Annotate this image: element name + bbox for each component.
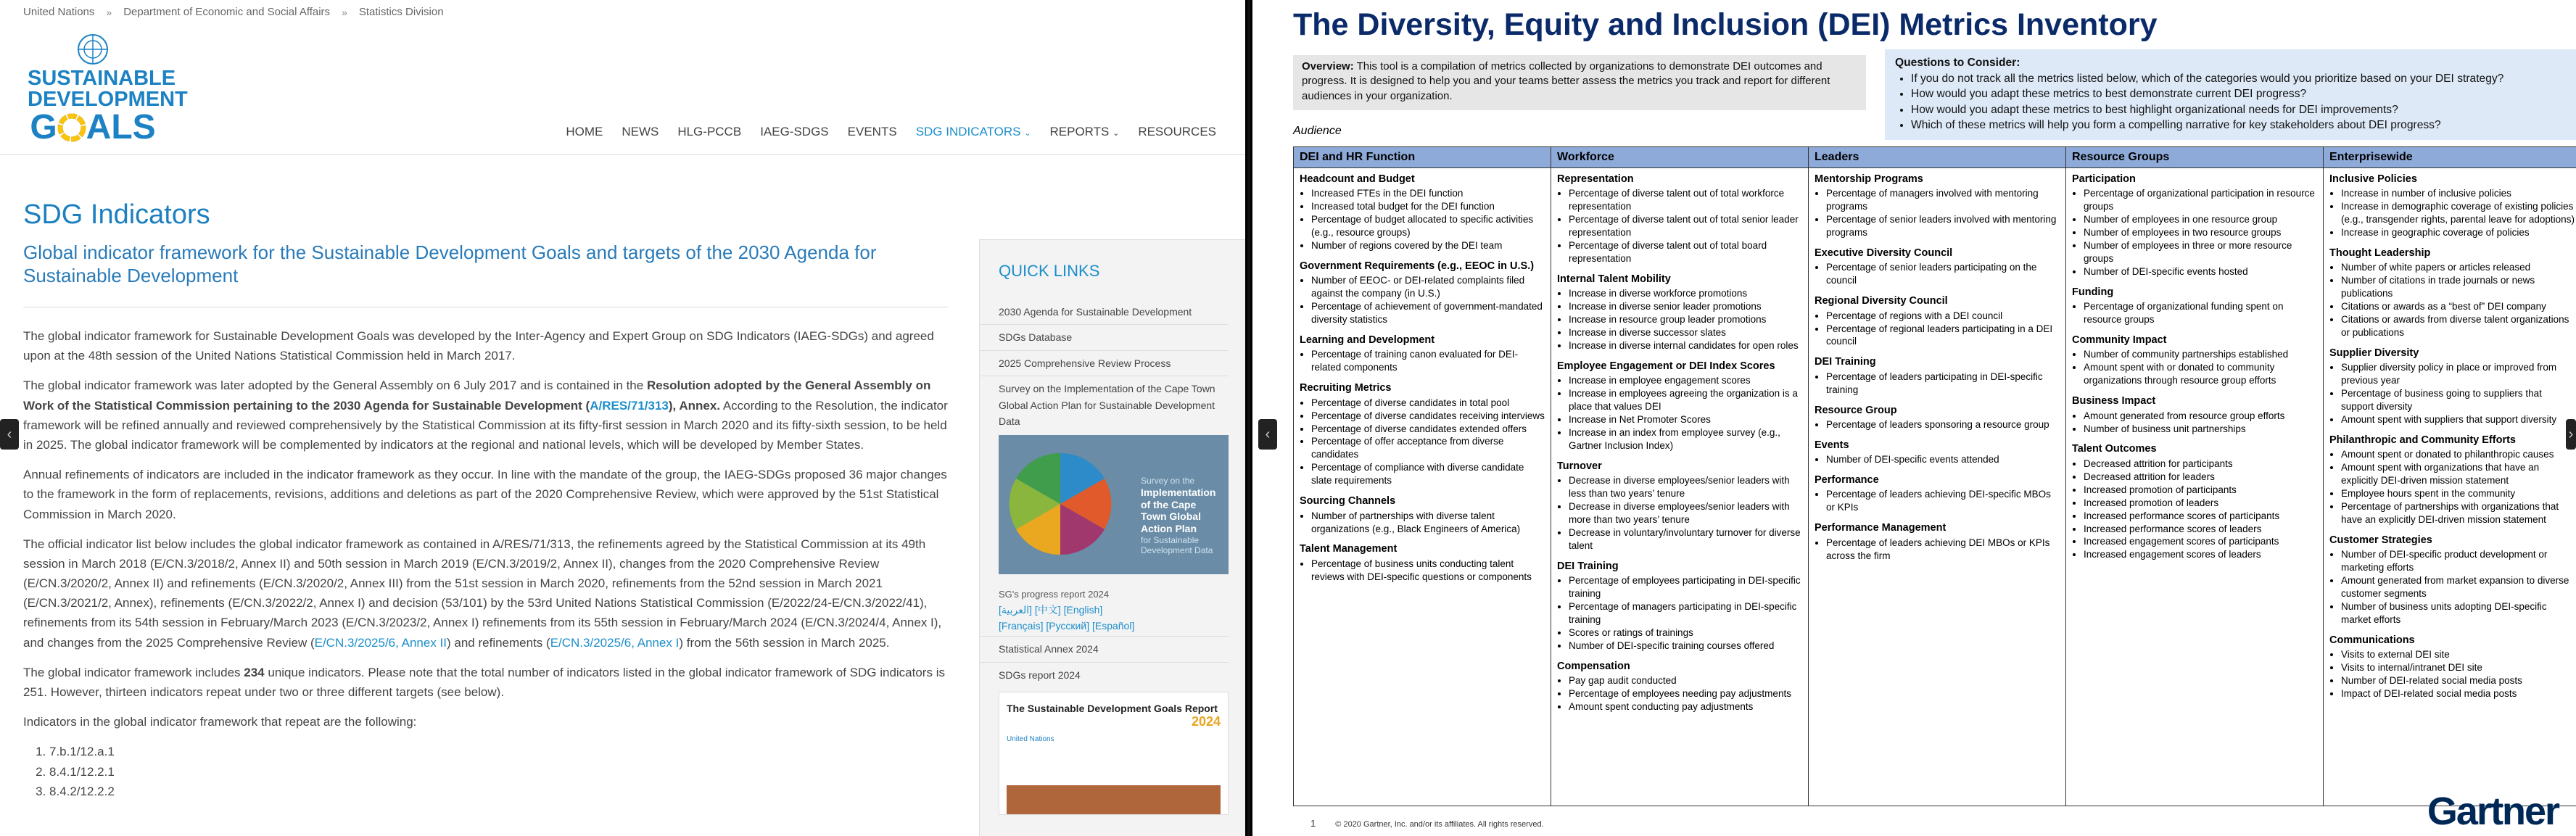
metric-section (1557, 460, 1802, 552)
metric-item: • Increase in diverse internal candidates for open roles (1569, 339, 1802, 352)
metric-item: • Employee hours spent in the community (2341, 487, 2575, 500)
metric-item: • Percentage of diverse talent out of total workforce representation (1569, 187, 1802, 213)
list-item: 2. 8.4.1/12.2.1 (49, 762, 948, 782)
nav-home[interactable]: HOME (566, 125, 603, 138)
metric-item: • Decreased attrition for leaders (2084, 471, 2317, 484)
paragraph: The global indicator framework includes 234 unique indicators. Please note that the total number of indicators listed in the global indicator framework of SDG indicators is 251. However, thirteen indicators repeat under two or three different targets (see below). (23, 665, 945, 699)
un-sdg-webpage (0, 0, 1247, 836)
metric-section (1557, 273, 1802, 352)
metric-section-heading: Turnover (1557, 460, 1602, 473)
metric-section (1815, 439, 2060, 466)
page-subtitle: Global indicator framework for the Sustainable Development Goals and targets of the 2030 Agenda for Sustainable Development (23, 241, 877, 286)
breadcrumb-item[interactable]: United Nations (23, 6, 95, 18)
metric-item: • Increase in resource group leader promotions (1569, 313, 1802, 326)
metric-item: • Supplier diversity policy in place or improved from previous year (2341, 361, 2575, 387)
metric-item: • Percentage of regions with a DEI council (1826, 310, 2060, 323)
document-title: The Diversity, Equity and Inclusion (DEI) Metrics Inventory (1293, 7, 2158, 42)
quick-link[interactable]: SDGs Database (980, 325, 1229, 350)
metric-section (2072, 442, 2317, 561)
nav-news[interactable]: NEWS (622, 125, 659, 138)
language-links[interactable]: [العربية] [中文] [English] (999, 604, 1103, 616)
metric-item: • Percentage of diverse candidates in total pool (1311, 397, 1545, 410)
metric-section (1300, 494, 1545, 535)
logo-line: SUSTAINABLE (28, 67, 176, 90)
arrow-right-icon[interactable]: › (2566, 419, 2576, 450)
metric-section-heading: Representation (1557, 173, 1634, 185)
double-chevron-icon: » (342, 6, 347, 18)
un-emblem-icon (71, 32, 115, 67)
question-item: • How would you adapt these metrics to best demonstrate current DEI progress? (1911, 86, 2571, 102)
metric-section (1815, 355, 2060, 396)
resolution-link[interactable]: A/RES/71/313 (590, 398, 669, 413)
metric-item: • Pay gap audit conducted (1569, 674, 1802, 687)
metric-section-heading: DEI Training (1557, 560, 1619, 573)
metric-item: • Decrease in diverse employees/senior leaders with more than two years’ tenure (1569, 500, 1802, 526)
metric-item: • Increase in an index from employee survey (e.g., Gartner Inclusion Index) (1569, 426, 1802, 452)
metric-item: • Increase in employee engagement scores (1569, 374, 1802, 387)
logo-goals: G ALS (30, 108, 156, 146)
metric-item: • Number of employees in one resource group (2084, 213, 2317, 226)
metric-item: • Number of DEI-specific training courses offered (1569, 640, 1802, 653)
metric-item: • Citations or awards from diverse talent organizations or publications (2341, 313, 2575, 339)
annex-i-link[interactable]: E/CN.3/2025/6, Annex I (550, 635, 680, 650)
metric-item: • Citations or awards as a “best of” DEI company (2341, 300, 2575, 313)
metric-item: • Number of DEI-specific events hosted (2084, 265, 2317, 278)
metric-item: • Number of business unit partnerships (2084, 423, 2317, 436)
metric-section-heading: Internal Talent Mobility (1557, 273, 1671, 285)
paragraph: The official indicator list below includes the global indicator framework as contained in A/RES/71/313, the refinements agreed by the Statistical Commission at its 49th session in March 2018 (E/CN.3/2018/2, Annex II) and 50th session in March 2019 (E/CN.3/2019/2, Annex II), changes from the 2020 Comprehensive Review (E/CN.3/2020/2, Annex II) and refinements (E/CN.3/2020/2, Annex III) from the 51st session in March 2020, refinements from the 52nd session in March 2021 (E/CN.3/2021/2, Annex), refinements (E/CN.3/2022/2, Annex I) and decision (53/101) by the 53rd United Nations Statistical Commission (E/2022/24-E/CN.3/2022/41), refinements from its 54th session in February/March 2023 (E/CN.3/2023/2, Annex I) refinements from its 55th session in February/March 2024 (E/CN.3/2024/4, Annex I), and changes from the 2025 Comprehensive Review (E/CN.3/2025/6, Annex II) and refinements (E/CN.3/2025/6, Annex I) from the 56th session in March 2025. (23, 537, 942, 650)
metric-section (1300, 542, 1545, 583)
metric-section (2329, 173, 2575, 239)
paragraph: Annual refinements of indicators are included in the indicator framework as they occur. In line with the mandate of the group, the IAEG-SDGs proposed 36 major changes to the framework in the form of replacements, revisions, additions and deletions as part of the 2020 Comprehensive Review, which were approved by the 51st Statistical Commission in March 2020. (23, 468, 947, 521)
metric-section-heading: Learning and Development (1300, 334, 1435, 347)
metric-item: • Number of EEOC- or DEI-related complaints filed against the company (in U.S.) (1311, 274, 1545, 300)
metric-item: • Percentage of achievement of government-mandated diversity statistics (1311, 300, 1545, 326)
metric-section-heading: Philanthropic and Community Efforts (2329, 434, 2516, 447)
annex-ii-link[interactable]: E/CN.3/2025/6, Annex II (314, 635, 447, 650)
metric-item: • Percentage of training canon evaluated for DEI-related components (1311, 348, 1545, 374)
metric-section (1557, 173, 1802, 265)
metric-section (2329, 347, 2575, 426)
breadcrumb-item[interactable]: Statistics Division (358, 6, 444, 18)
main-nav (566, 125, 1216, 139)
logo-line: DEVELOPMENT (28, 88, 188, 111)
un-logo-text: United Nations (1007, 735, 1054, 744)
metric-item: • Amount spent or donated to philanthropic causes (2341, 448, 2575, 461)
breadcrumb-item[interactable]: Department of Economic and Social Affairs (123, 6, 331, 18)
metric-item: • Amount generated from market expansion to diverse customer segments (2341, 574, 2575, 600)
copyright: © 2020 Gartner, Inc. and/or its affiliates. All rights reserved. (1335, 820, 1544, 829)
list-item: 3. 8.4.2/12.2.2 (49, 782, 948, 801)
paragraph: The global indicator framework for Sustainable Development Goals was developed by the Inter-Agency and Expert Group on SDG Indicators (IAEG-SDGs) and agreed upon at the 48th session of the United Nations Statistical Commission held in March 2017. (23, 329, 934, 363)
metric-item: • Increase in geographic coverage of policies (2341, 226, 2575, 239)
metric-item: • Amount generated from resource group efforts (2084, 410, 2317, 423)
metric-item: • Increased promotion of participants (2084, 484, 2317, 497)
metric-item: • Percentage of organizational funding spent on resource groups (2084, 300, 2317, 326)
nav-sdg-indicators[interactable]: SDG INDICATORS ⌄ (915, 125, 1031, 138)
paragraph: Indicators in the global indicator framework that repeat are the following: (23, 715, 417, 729)
metric-section (1557, 560, 1802, 653)
metric-item: • Number of DEI-specific events attended (1826, 453, 2060, 466)
metric-section-heading: Participation (2072, 173, 2136, 185)
metric-item: • Number of regions covered by the DEI team (1311, 239, 1545, 252)
metric-section-heading: DEI Training (1815, 356, 1876, 368)
metric-item: • Percentage of senior leaders involved with mentoring programs (1826, 213, 2060, 239)
metric-item: • Number of citations in trade journals or news publications (2341, 274, 2575, 300)
metric-item: • Increase in diverse senior leader promotions (1569, 300, 1802, 313)
metric-section (2329, 247, 2575, 339)
overview-box: Overview: This tool is a compilation of metrics collected by organizations to demonstrate DEI outcomes and progress. It is designed to help you and your teams better assess the metrics you track and report for different audiences in your organization. (1293, 55, 1866, 110)
metric-item: • Increase in demographic coverage of existing policies (e.g., transgender rights, parental leave for adoptions) (2341, 200, 2575, 226)
metric-item: • Decrease in voluntary/involuntary turnover for diverse talent (1569, 526, 1802, 552)
paragraph: The global indicator framework was later adopted by the General Assembly on 6 July 2017 and is contained in the Resolution adopted by the General Assembly on Work of the Statistical Commission pertaining to the 2030 Agenda for Sustainable Development (A/RES/71/313), Annex. According to the Resolution, the indicator framework will be refined annually and reviewed comprehensively by the Statistical Commission at its fifty-first session in March 2020 and its fifty-sixth session, to be held in 2025. The global indicator framework will be complemented by indicators at the regional and national levels, which will be developed by Member States. (23, 378, 948, 452)
metric-section (1300, 260, 1545, 326)
metric-item: • Increase in employees agreeing the organization is a place that values DEI (1569, 387, 1802, 413)
metric-column-cell (1551, 168, 1809, 806)
article-body (23, 326, 948, 801)
metric-item: • Percentage of leaders achieving DEI MBOs or KPIs across the firm (1826, 537, 2060, 563)
metric-section-heading: Funding (2072, 286, 2114, 298)
metric-section-heading: Executive Diversity Council (1815, 247, 1953, 260)
metric-item: • Number of employees in three or more resource groups (2084, 239, 2317, 265)
repeat-indicator-list (49, 742, 948, 801)
metric-item: • Number of white papers or articles released (2341, 261, 2575, 274)
metric-item: • Percentage of regional leaders participating in a DEI council (1826, 323, 2060, 349)
metric-item: • Increase in diverse successor slates (1569, 326, 1802, 339)
metric-item: • Percentage of business units conducting talent reviews with DEI-specific questions or components (1311, 558, 1545, 584)
quick-link[interactable]: Survey on the Implementation of the Cape Town Global Action Plan for Sustainable Development Data (999, 383, 1215, 427)
progress-report-label: SG's progress report 2024 (999, 589, 1110, 600)
metric-section-heading: Customer Strategies (2329, 534, 2432, 547)
metric-item: • Increased performance scores of participants (2084, 510, 2317, 523)
metric-section-heading: Thought Leadership (2329, 247, 2431, 260)
column-header: Resource Groups (2066, 147, 2324, 168)
quick-link[interactable]: SDGs report 2024 (999, 669, 1081, 681)
metric-item: • Increased engagement scores of leaders (2084, 548, 2317, 561)
metric-item: • Impact of DEI-related social media posts (2341, 687, 2575, 700)
quick-link[interactable]: 2025 Comprehensive Review Process (980, 351, 1229, 376)
breadcrumb (23, 6, 444, 18)
metric-item: • Number of DEI-specific product development or marketing efforts (2341, 548, 2575, 574)
audience-label: Audience (1293, 125, 1342, 137)
metric-section-heading: Sourcing Channels (1300, 495, 1396, 508)
metric-section (1815, 247, 2060, 287)
metric-section (1815, 404, 2060, 431)
metric-column-cell (2324, 168, 2576, 806)
quick-link[interactable]: 2030 Agenda for Sustainable Development (980, 299, 1229, 325)
questions-box: Questions to Consider: • If you do not track all the metrics listed below, which of the categories would you prioritize based on your DEI strategy? • How would you adapt these metrics to best demonstrate current DEI progress? • How would you adapt these metrics to best highlight organizational needs for DEI improvements? • Which of these metrics will help you form a compelling narrative for key stakeholders about DEI progress? (1885, 49, 2576, 140)
metric-item: • Visits to external DEI site (2341, 648, 2575, 661)
metric-item: • Percentage of employees participating in DEI-specific training (1569, 574, 1802, 600)
arrow-left-icon[interactable]: ‹ (0, 419, 19, 450)
column-header: DEI and HR Function (1294, 147, 1551, 168)
quick-links-heading: QUICK LINKS (999, 262, 1100, 280)
metric-item: • Percentage of offer acceptance from diverse candidates (1311, 435, 1545, 461)
metric-section (2072, 286, 2317, 326)
footer (1310, 818, 1544, 829)
metric-item: • Amount spent with or donated to community organizations through resource group efforts (2084, 361, 2317, 387)
metric-section-heading: Performance Management (1815, 522, 1947, 534)
metric-section-heading: Compensation (1557, 661, 1630, 673)
metric-section (1815, 473, 2060, 514)
metric-item: • Percentage of business going to suppliers that support diversity (2341, 387, 2575, 413)
sdg-logo[interactable] (28, 32, 188, 146)
page-number: 1 (1310, 818, 1316, 829)
table-header-row (1294, 147, 2576, 168)
metric-section (1815, 294, 2060, 348)
metric-item: • Increased FTEs in the DEI function (1311, 187, 1545, 200)
metric-item: • Percentage of leaders achieving DEI-specific MBOs or KPIs (1826, 488, 2060, 514)
metric-item: • Number of business units adopting DEI-specific market efforts (2341, 600, 2575, 626)
metric-section-heading: Performance (1815, 474, 1879, 487)
metric-item: • Number of partnerships with diverse talent organizations (e.g., Black Engineers of America) (1311, 510, 1545, 536)
metric-item: • Increased total budget for the DEI function (1311, 200, 1545, 213)
metric-item: • Percentage of leaders sponsoring a resource group (1826, 418, 2060, 431)
metric-section-heading: Employee Engagement or DEI Index Scores (1557, 360, 1775, 373)
metric-item: • Percentage of budget allocated to specific activities (e.g., resource groups) (1311, 213, 1545, 239)
nav-iaeg-sdgs[interactable]: IAEG-SDGS (760, 125, 829, 138)
metric-item: • Increase in number of inclusive policies (2341, 187, 2575, 200)
metric-column-cell (2066, 168, 2324, 806)
header-divider (0, 154, 1247, 155)
metric-section-heading: Inclusive Policies (2329, 173, 2417, 185)
metric-item: • Percentage of organizational participation in resource groups (2084, 187, 2317, 213)
dropdown-chevron-icon: ⌄ (1024, 129, 1031, 138)
metric-section (1815, 173, 2060, 239)
question-item: • How would you adapt these metrics to best highlight organizational needs for DEI improvements? (1911, 102, 2571, 118)
metric-item: • Amount spent with organizations that have an explicitly DEI-driven mission statement (2341, 461, 2575, 487)
nav-events[interactable]: EVENTS (847, 125, 897, 138)
report-image (1007, 785, 1221, 814)
metric-item: • Increase in diverse workforce promotions (1569, 287, 1802, 300)
metric-section-heading: Government Requirements (e.g., EEOC in U.S.) (1300, 260, 1535, 273)
metric-item: • Increased performance scores of leaders (2084, 523, 2317, 536)
quick-link[interactable]: Statistical Annex 2024 (980, 637, 1229, 662)
metric-section (1557, 660, 1802, 713)
question-item: • If you do not track all the metrics listed below, which of the categories would you prioritize based on your DEI strategy? (1911, 71, 2571, 87)
metric-section-heading: Business Impact (2072, 395, 2156, 407)
metric-item: • Amount spent with suppliers that support diversity (2341, 413, 2575, 426)
metric-column-cell (1294, 168, 1551, 806)
metric-section (1557, 360, 1802, 452)
metric-section-heading: Headcount and Budget (1300, 173, 1415, 185)
metric-section-heading: Resource Group (1815, 404, 1897, 416)
sdg-wheel-icon (57, 113, 86, 142)
column-header: Workforce (1551, 147, 1809, 168)
metric-item: • Percentage of employees needing pay adjustments (1569, 687, 1802, 700)
metrics-table (1293, 146, 2576, 806)
metric-item: • Amount spent conducting pay adjustments (1569, 700, 1802, 713)
survey-banner[interactable]: Survey on the Implementation of the Cape Town Global Action Plan for Sustainable Development Data (999, 435, 1229, 574)
metric-item: • Visits to internal/intranet DEI site (2341, 661, 2575, 674)
dei-metrics-document (1250, 0, 2576, 836)
metric-item: • Number of employees in two resource groups (2084, 226, 2317, 239)
metric-section-heading: Regional Diversity Council (1815, 295, 1948, 307)
quick-links-panel (979, 239, 1247, 836)
sdg-wheel-icon (1006, 450, 1115, 558)
metric-item: • Decrease in diverse employees/senior leaders with less than two years’ tenure (1569, 474, 1802, 500)
metric-section-heading: Supplier Diversity (2329, 347, 2419, 360)
metric-section-heading: Community Impact (2072, 334, 2167, 347)
metric-item: • Percentage of managers participating in DEI-specific training (1569, 600, 1802, 626)
metric-item: • Percentage of leaders participating in DEI-specific training (1826, 371, 2060, 397)
metric-column-cell (1809, 168, 2066, 806)
nav-hlg-pccb[interactable]: HLG-PCCB (677, 125, 742, 138)
metric-item: • Percentage of diverse candidates receiving interviews (1311, 410, 1545, 423)
metric-section-heading: Talent Management (1300, 543, 1398, 555)
metric-section-heading: Recruiting Metrics (1300, 382, 1392, 394)
metric-section-heading: Events (1815, 439, 1849, 451)
metric-section (1300, 173, 1545, 252)
metric-section (2072, 394, 2317, 435)
question-item: • Which of these metrics will help you form a compelling narrative for key stakeholders about DEI progress? (1911, 117, 2571, 133)
metric-section (2329, 634, 2575, 700)
metric-item: • Percentage of diverse talent out of total board representation (1569, 239, 1802, 265)
metric-section (2072, 173, 2317, 278)
metric-section-heading: Mentorship Programs (1815, 173, 1923, 185)
table-row (1294, 168, 2576, 806)
metric-section (1300, 381, 1545, 487)
metric-section (2329, 534, 2575, 626)
metric-item: • Number of DEI-related social media posts (2341, 674, 2575, 687)
nav-reports[interactable]: REPORTS ⌄ (1049, 125, 1120, 138)
metric-section (2329, 434, 2575, 526)
metric-item: • Increased engagement scores of participants (2084, 535, 2317, 548)
dropdown-chevron-icon: ⌄ (1112, 129, 1120, 138)
column-header: Enterprisewide (2324, 147, 2576, 168)
metric-item: • Scores or ratings of trainings (1569, 626, 1802, 640)
list-item: 1. 7.b.1/12.a.1 (49, 742, 948, 761)
metric-section (1300, 334, 1545, 374)
metric-item: • Number of community partnerships established (2084, 348, 2317, 361)
metric-item: • Percentage of managers involved with mentoring programs (1826, 187, 2060, 213)
metric-item: • Increase in Net Promoter Scores (1569, 413, 1802, 426)
column-header: Leaders (1809, 147, 2066, 168)
metric-section (1815, 521, 2060, 562)
metric-item: • Increased promotion of leaders (2084, 497, 2317, 510)
sdg-report-cover[interactable]: The Sustainable Development Goals Report 2024 United Nations (999, 692, 1229, 815)
arrow-left-icon[interactable]: ‹ (1258, 419, 1277, 450)
metric-item: • Percentage of diverse candidates extended offers (1311, 423, 1545, 436)
gartner-logo: Gartner (2427, 790, 2559, 833)
metric-item: • Percentage of diverse talent out of total senior leader representation (1569, 213, 1802, 239)
nav-resources[interactable]: RESOURCES (1138, 125, 1216, 138)
metric-section-heading: Talent Outcomes (2072, 443, 2157, 455)
double-chevron-icon: » (106, 6, 112, 18)
metric-item: • Percentage of senior leaders participating on the council (1826, 261, 2060, 287)
metric-item: • Decreased attrition for participants (2084, 458, 2317, 471)
metric-section (2072, 334, 2317, 387)
language-links[interactable]: [Français] [Русский] [Español] (999, 620, 1135, 632)
metric-item: • Percentage of compliance with diverse candidate slate requirements (1311, 461, 1545, 487)
metric-section-heading: Communications (2329, 634, 2415, 647)
metric-item: • Percentage of partnerships with organizations that have an explicitly DEI-driven mission statement (2341, 500, 2575, 526)
page-title: SDG Indicators (23, 199, 210, 230)
